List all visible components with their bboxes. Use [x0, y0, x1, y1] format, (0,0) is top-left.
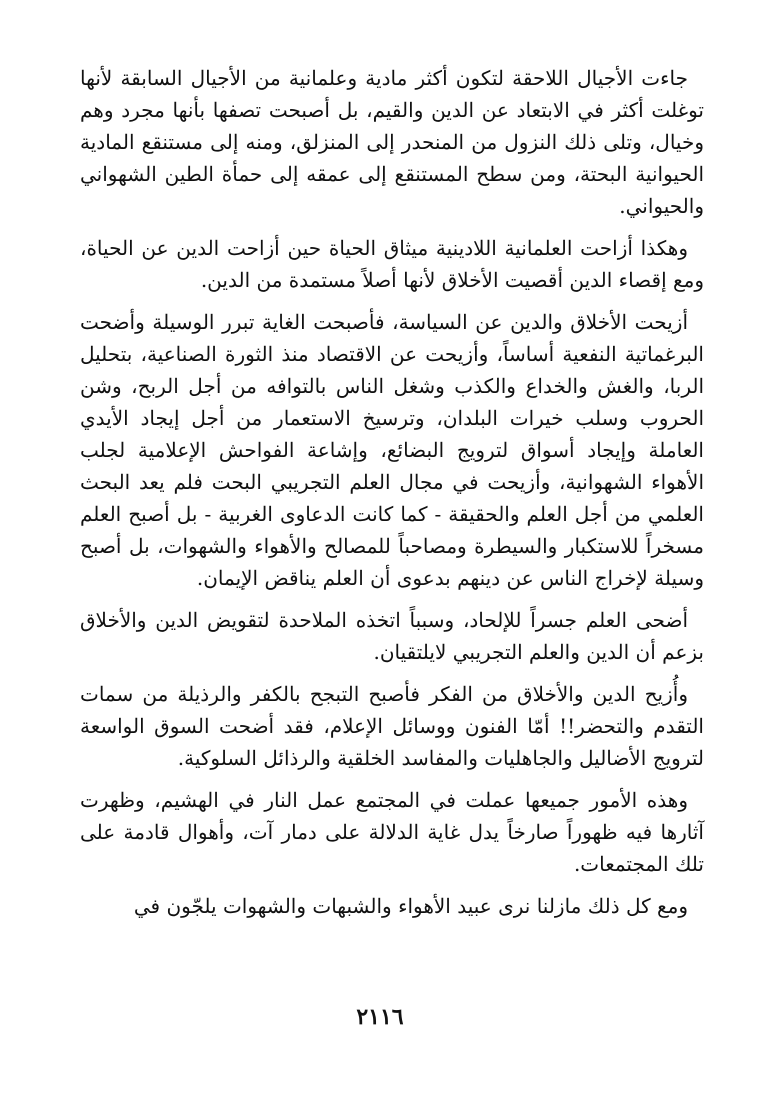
paragraph: ومع كل ذلك مازلنا نرى عبيد الأهواء والشبهات والشهوات يلجّون في: [133, 894, 688, 918]
paragraph: وهكذا أزاحت العلمانية اللادينية ميثاق الحياة حين أزاحت الدين عن الحياة، ومع إقصاء الدين أقصيت الأخلاق لأنها أصلاً مستمدة من الدين.: [80, 236, 704, 292]
paragraph: أضحى العلم جسراً للإلحاد، وسبباً اتخذه الملاحدة لتقويض الدين والأخلاق بزعم أن الدين والعلم التجريبي لايلتقيان.: [80, 608, 704, 664]
paragraph: وأُزيح الدين والأخلاق من الفكر فأصبح التبجح بالكفر والرذيلة من سمات التقدم والتحضر!! أمّا الفنون ووسائل الإعلام، فقد أضحت السوق الواسعة لترويج الأضاليل والجاهليات والمفاسد الخلقية والرذائل السلوكية.: [80, 682, 704, 770]
paragraph: أزيحت الأخلاق والدين عن السياسة، فأصبحت الغاية تبرر الوسيلة وأضحت البرغماتية النفعية أساساً، وأزيحت عن الاقتصاد منذ الثورة الصناعية، بتحليل الربا، والغش والخداع والكذب وشغل الناس بالتوافه من أجل الربح، وشن الحروب وسلب خيرات البلدان، وترسيخ الاستعمار من أجل إيجاد الأيدي العاملة وإيجاد أسواق لترويج البضائع، وإشاعة الفواحش الإعلامية لجلب الأهواء الشهوانية، وأزيحت في مجال العلم التجريبي البحت فلم يعد البحث العلمي من أجل العلم والحقيقة - كما كانت الدعاوى الغربية - بل أصبح العلم مسخراً للاستكبار والسيطرة ومصاحباً للمصالح والأهواء والشهوات، بل أصبح وسيلة لإخراج الناس عن دينهم بدعوى أن العلم يناقض الإيمان.: [80, 310, 704, 590]
paragraph: وهذه الأمور جميعها عملت في المجتمع عمل النار في الهشيم، وظهرت آثارها فيه ظهوراً صارخاً يدل غاية الدلالة على دمار آت، وأهوال قادمة على تلك المجتمعات.: [80, 788, 704, 876]
paragraph: جاءت الأجيال اللاحقة لتكون أكثر مادية وعلمانية من الأجيال السابقة لأنها توغلت أكثر في الابتعاد عن الدين والقيم، بل أصبحت تصفها بأنها مجرد وهم وخيال، وتلى ذلك النزول من المنحدر إلى المنزلق، ومنه إلى مستنقع المادية الحيوانية البحتة، ومن سطح المستنقع إلى عمقه إلى حمأة الطين الشهواني والحيواني.: [80, 66, 704, 218]
page-number: ٢١١٦: [356, 1004, 404, 1030]
body-text: [80, 62, 704, 932]
